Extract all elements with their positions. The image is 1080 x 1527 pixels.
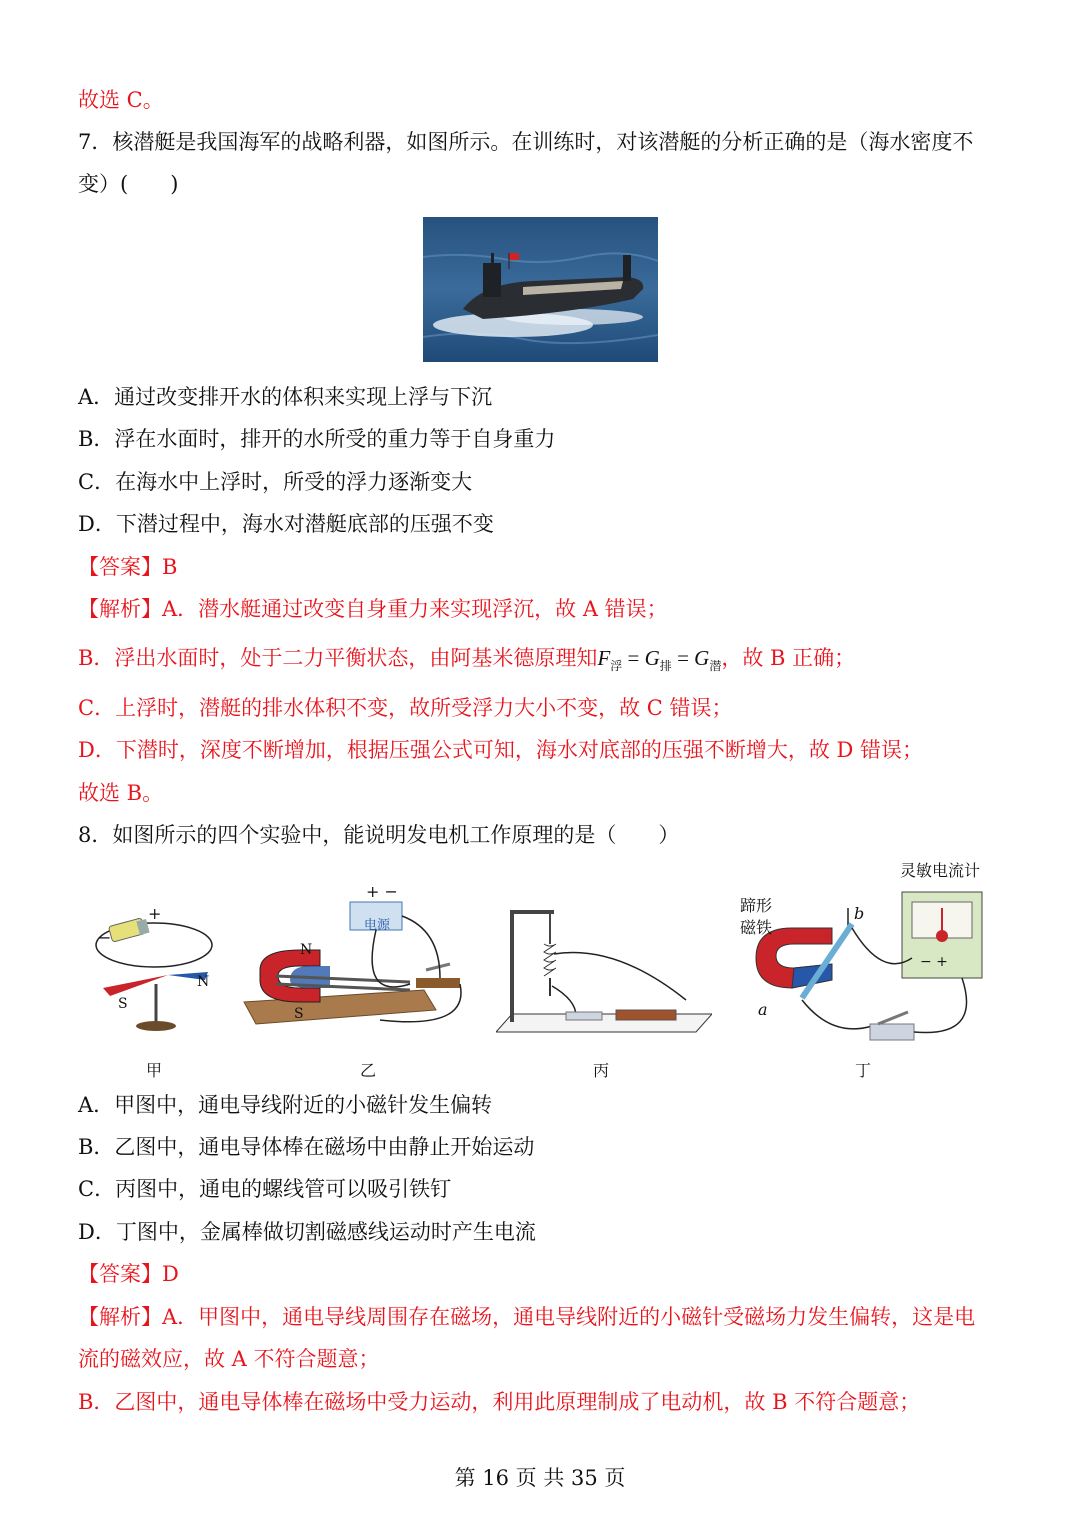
- q7-analysis-d: D．下潜时，深度不断增加，根据压强公式可知，海水对底部的压强不断增大，故 D 错误；: [78, 738, 924, 762]
- q7-stem-line2: 变）( ): [78, 172, 179, 196]
- ding-a-label: a: [758, 1000, 768, 1019]
- q8-analysis-b: B．乙图中，通电导体棒在磁场中受力运动，利用此原理制成了电动机，故 B 不符合题意；: [78, 1390, 921, 1414]
- ding-magnet-label-2: 磁铁: [740, 918, 773, 937]
- q8-option-a: A．甲图中，通电导线附近的小磁针发生偏转: [78, 1093, 493, 1117]
- bing-caption: 丙: [593, 1061, 610, 1080]
- submarine-photo: [423, 217, 658, 362]
- q8-analysis-a-line1: 【解析】A．甲图中，通电导线周围存在磁场，通电导线附近的小磁针受磁场力发生偏转，这是电: [78, 1305, 976, 1329]
- q7-option-b: B．浮在水面时，排开的水所受的重力等于自身重力: [78, 427, 556, 451]
- ding-b-label: b: [854, 904, 865, 923]
- ding-caption: 丁: [855, 1061, 872, 1080]
- figure-yi: [240, 880, 470, 1040]
- yi-caption: 乙: [360, 1061, 377, 1080]
- q8-answer: 【答案】D: [78, 1262, 179, 1286]
- figure-ding: [752, 888, 992, 1048]
- page-footer: 第 16 页 共 35 页: [454, 1466, 626, 1490]
- q8-stem: 8．如图所示的四个实验中，能说明发电机工作原理的是（ ）: [78, 823, 680, 847]
- q8-option-d: D．丁图中，金属棒做切割磁感线运动时产生电流: [78, 1220, 536, 1244]
- figure-bing: [496, 904, 712, 1036]
- q7-option-d: D．下潜过程中，海水对潜艇底部的压强不变: [78, 512, 494, 536]
- yi-n-label: N: [300, 942, 313, 958]
- jia-plus-label: +: [148, 904, 162, 923]
- q7-stem-line1: 7．核潜艇是我国海军的战略利器，如图所示。在训练时，对该潜艇的分析正确的是（海水密度不: [78, 130, 974, 154]
- ding-meter-sign: − +: [920, 954, 948, 970]
- yi-power-sign: + −: [366, 882, 398, 901]
- q7-analysis-c: C．上浮时，潜艇的排水体积不变，故所受浮力大小不变，故 C 错误；: [78, 696, 733, 720]
- q7-option-c: C．在海水中上浮时，所受的浮力逐渐变大: [78, 470, 473, 494]
- buoyancy-formula: $F_浮 = G_排 = G_潜$: [597, 646, 722, 674]
- q7-answer: 【答案】B: [78, 555, 178, 579]
- jia-minus-label: −: [98, 928, 112, 947]
- q7-option-a: A．通过改变排开水的体积来实现上浮与下沉: [78, 385, 493, 409]
- yi-power-label: 电源: [364, 918, 391, 933]
- q7-conclusion: 故选 B。: [78, 781, 164, 805]
- yi-s-label: S: [294, 1006, 304, 1022]
- ding-galvanometer-label: 灵敏电流计: [900, 861, 981, 880]
- q8-analysis-a-line2: 流的磁效应，故 A 不符合题意；: [78, 1347, 380, 1371]
- ding-magnet-label-1: 蹄形: [740, 896, 773, 915]
- prev-conclusion: 故选 C。: [78, 88, 164, 112]
- q7-analysis-b: B．浮出水面时，处于二力平衡状态，由阿基米德原理知$F_浮 = G_排 = G_潜$，故 B 正确；: [78, 646, 856, 674]
- q7-analysis-a: 【解析】A．潜水艇通过改变自身重力来实现浮沉，故 A 错误；: [78, 597, 668, 621]
- jia-s-label: S: [118, 996, 128, 1012]
- jia-n-label: N: [197, 974, 210, 990]
- q8-option-b: B．乙图中，通电导体棒在磁场中由静止开始运动: [78, 1135, 535, 1159]
- q8-option-c: C．丙图中，通电的螺线管可以吸引铁钉: [78, 1177, 452, 1201]
- jia-caption: 甲: [146, 1061, 163, 1080]
